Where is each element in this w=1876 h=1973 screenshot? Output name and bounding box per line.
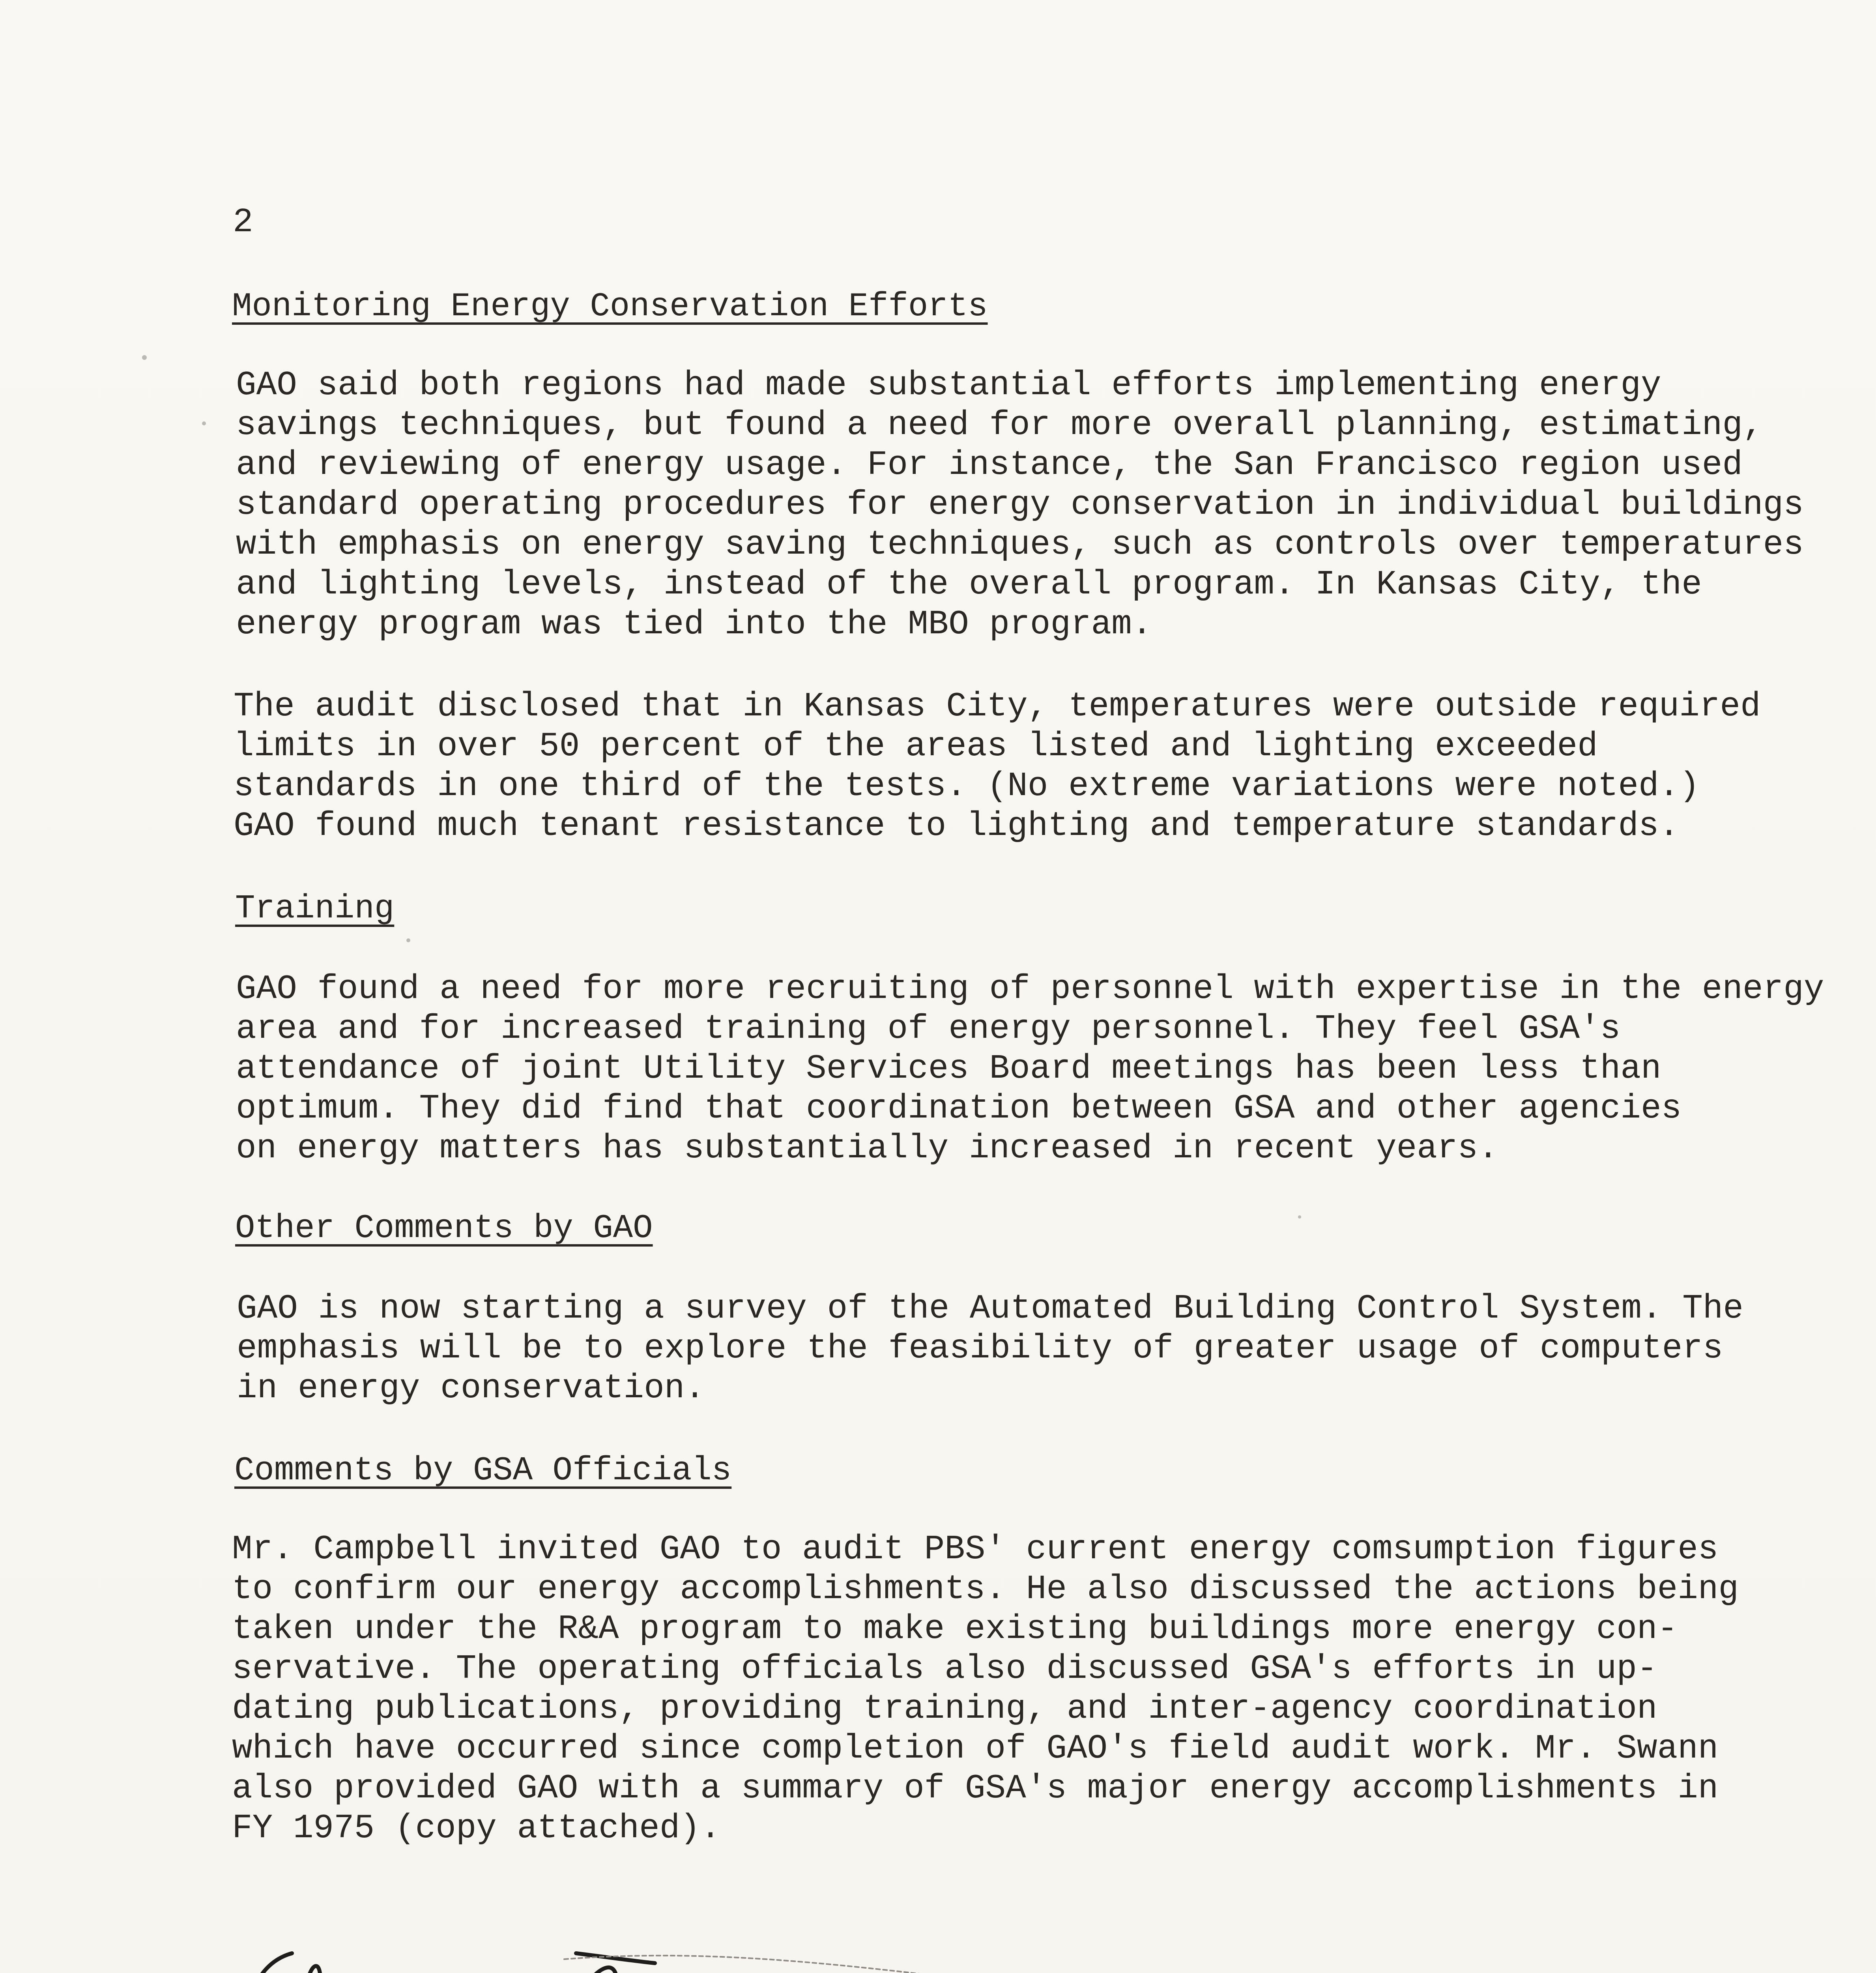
text-line: GAO is now starting a survey of the Automated Building Control System. The — [237, 1289, 1744, 1328]
paper-speck — [1298, 1215, 1301, 1219]
text-line: with emphasis on energy saving techniques, such as controls over temperatures — [236, 525, 1804, 564]
text-line: which have occurred since completion of GAO's field audit work. Mr. Swann — [232, 1729, 1719, 1768]
text-line: in energy conservation. — [237, 1369, 705, 1408]
text-line: GAO found a need for more recruiting of personnel with expertise in the energy — [236, 970, 1824, 1008]
text-line: The audit disclosed that in Kansas City, temperatures were outside required — [234, 687, 1761, 726]
text-line: standards in one third of the tests. (No extreme variations were noted.) — [234, 767, 1700, 805]
paragraph-monitoring-1 — [236, 365, 1804, 644]
text-line: GAO found much tenant resistance to lighting and temperature standards. — [234, 807, 1680, 845]
paper-speck — [142, 355, 147, 360]
text-line: Mr. Campbell invited GAO to audit PBS' current energy comsumption figures — [232, 1530, 1719, 1569]
text-line: limits in over 50 percent of the areas listed and lighting exceeded — [234, 727, 1598, 766]
section-heading-gsa-comments: Comments by GSA Officials — [234, 1452, 732, 1490]
text-line: FY 1975 (copy attached). — [232, 1809, 721, 1848]
text-line: and lighting levels, instead of the overall program. In Kansas City, the — [236, 565, 1702, 604]
text-line: on energy matters has substantially increased in recent years. — [236, 1129, 1498, 1168]
text-line: attendance of joint Utility Services Board meetings has been less than — [236, 1049, 1661, 1088]
text-line: area and for increased training of energy personnel. They feel GSA's — [236, 1009, 1621, 1048]
page-number: 2 — [233, 203, 253, 241]
text-line: emphasis will be to explore the feasibility of greater usage of computers — [237, 1329, 1723, 1368]
text-line: GAO said both regions had made substantial efforts implementing energy — [236, 366, 1661, 404]
paper-speck — [406, 938, 410, 942]
text-line: to confirm our energy accomplishments. He also discussed the actions being — [232, 1570, 1739, 1608]
section-heading-training: Training — [235, 890, 395, 928]
text-line: energy program was tied into the MBO program. — [236, 605, 1152, 644]
text-line: also provided GAO with a summary of GSA's major energy accomplishments in — [232, 1769, 1719, 1808]
text-line: dating publications, providing training, and inter-agency coordination — [232, 1689, 1657, 1728]
paragraph-other-comments — [237, 1289, 1743, 1408]
paragraph-gsa-comments — [232, 1529, 1739, 1848]
text-line: savings techniques, but found a need for more overall planning, estimating, — [236, 406, 1763, 444]
text-line: and reviewing of energy usage. For instance, the San Francisco region used — [236, 446, 1743, 484]
paper-speck — [202, 421, 206, 425]
section-heading-other-comments: Other Comments by GAO — [235, 1210, 653, 1247]
text-line: standard operating procedures for energy conservation in individual buildings — [236, 485, 1804, 524]
text-line: taken under the R&A program to make existing buildings more energy con- — [232, 1610, 1678, 1648]
section-heading-monitoring: Monitoring Energy Conservation Efforts — [232, 288, 988, 326]
paragraph-training — [236, 969, 1824, 1168]
paragraph-monitoring-2 — [234, 687, 1761, 846]
text-line: servative. The operating officials also discussed GSA's efforts in up- — [232, 1649, 1657, 1688]
text-line: optimum. They did find that coordination between GSA and other agencies — [236, 1089, 1682, 1128]
handwritten-signature — [221, 1894, 971, 1973]
